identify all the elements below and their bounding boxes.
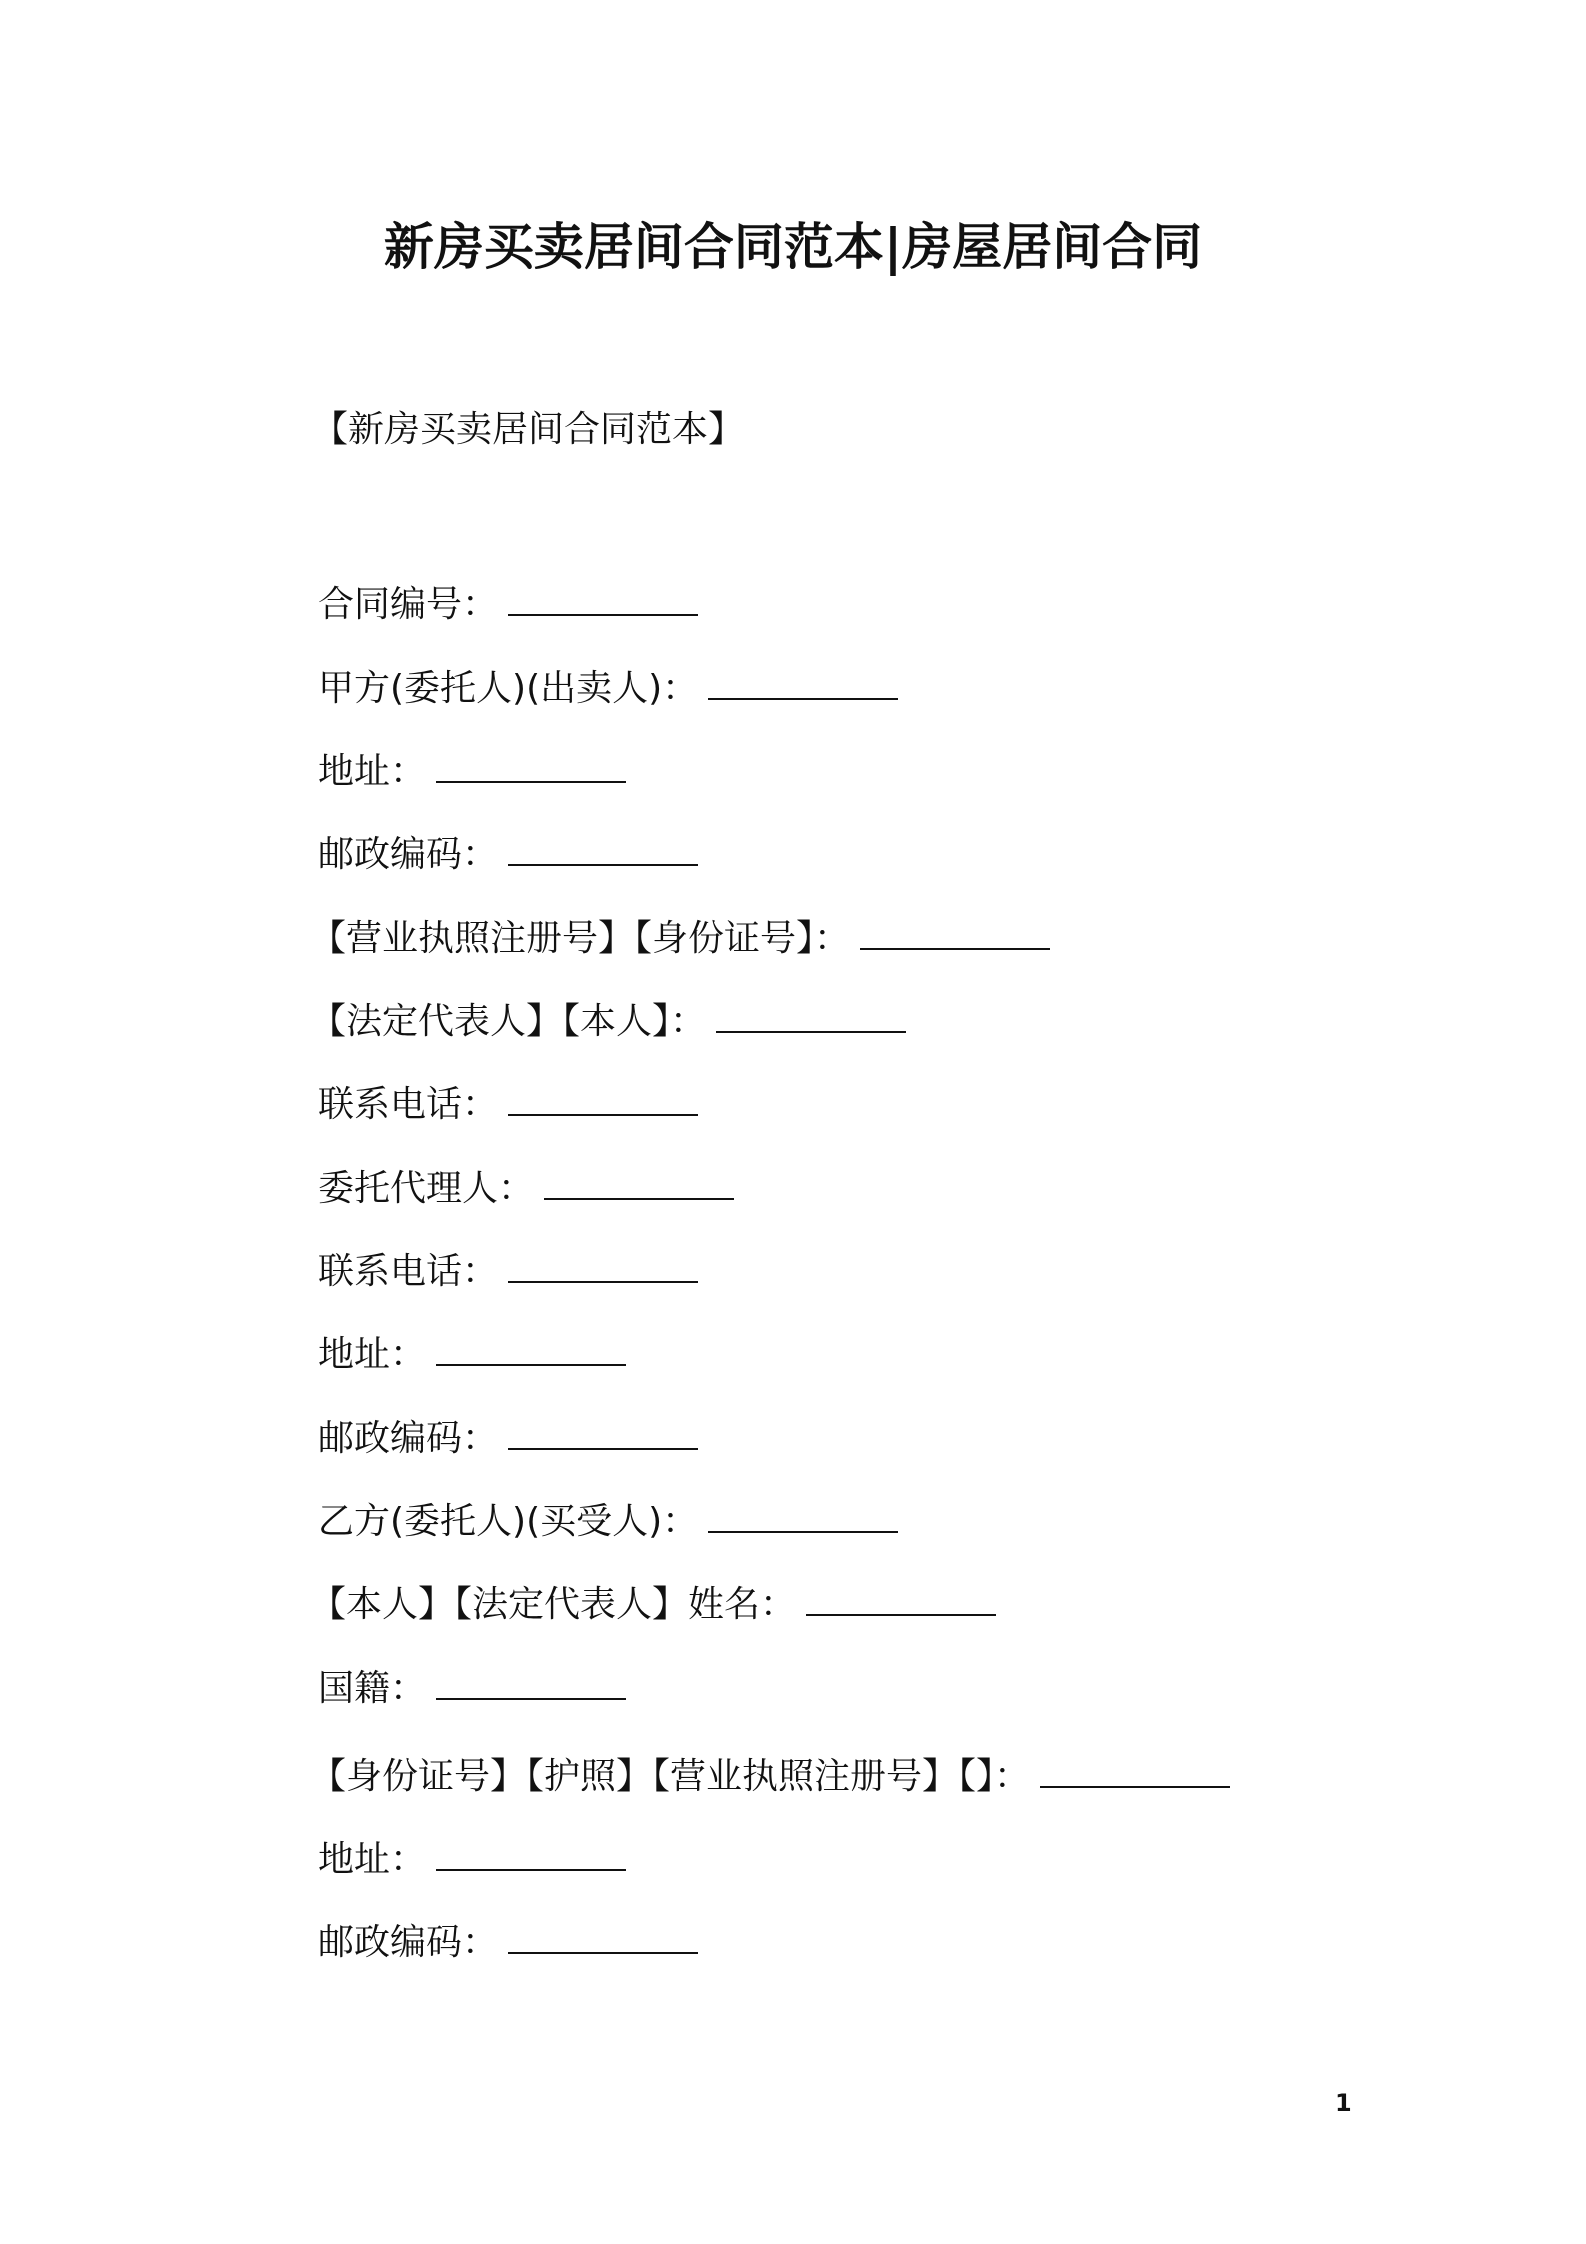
fill-in-blank bbox=[716, 995, 906, 1033]
contract-field-row bbox=[318, 1916, 698, 1968]
field-label: 甲方(委托人)(出卖人)： bbox=[318, 668, 699, 709]
fill-in-blank bbox=[436, 1328, 626, 1366]
field-label: 乙方(委托人)(买受人)： bbox=[318, 1501, 699, 1542]
field-label: 【身份证号】【护照】【营业执照注册号】【】： bbox=[310, 1756, 1031, 1797]
contract-field-row bbox=[318, 1078, 698, 1130]
field-label: 【营业执照注册号】【身份证号】： bbox=[310, 918, 851, 959]
fill-in-blank bbox=[436, 1662, 626, 1700]
field-label: 邮政编码： bbox=[318, 834, 499, 875]
fill-in-blank bbox=[508, 828, 698, 866]
fill-in-blank bbox=[508, 578, 698, 616]
field-label: 合同编号： bbox=[318, 584, 499, 625]
field-label: 【法定代表人】【本人】： bbox=[310, 1001, 707, 1042]
field-label: 【本人】【法定代表人】姓名： bbox=[310, 1584, 797, 1625]
field-label: 联系电话： bbox=[318, 1084, 499, 1125]
fill-in-blank bbox=[436, 1833, 626, 1871]
fill-in-blank bbox=[806, 1578, 996, 1616]
fill-in-blank bbox=[708, 1495, 898, 1533]
fill-in-blank bbox=[508, 1245, 698, 1283]
page-number: 1 bbox=[1335, 2089, 1352, 2117]
fill-in-blank bbox=[1040, 1750, 1230, 1788]
contract-field-row bbox=[318, 1245, 698, 1297]
contract-field-row bbox=[318, 828, 698, 880]
field-label: 邮政编码： bbox=[318, 1418, 499, 1459]
field-label: 地址： bbox=[318, 751, 427, 792]
field-label: 委托代理人： bbox=[318, 1168, 535, 1209]
field-label: 地址： bbox=[318, 1839, 427, 1880]
field-label: 国籍： bbox=[318, 1668, 427, 1709]
contract-field-row bbox=[318, 745, 626, 797]
fill-in-blank bbox=[544, 1162, 734, 1200]
contract-field-row bbox=[318, 1162, 734, 1214]
fill-in-blank bbox=[708, 662, 898, 700]
contract-field-row bbox=[310, 912, 1050, 964]
contract-field-row bbox=[318, 662, 898, 714]
contract-field-row bbox=[318, 1833, 626, 1885]
contract-field-row bbox=[318, 1662, 626, 1714]
contract-field-row bbox=[310, 1750, 1230, 1802]
field-label: 地址： bbox=[318, 1334, 427, 1375]
fill-in-blank bbox=[508, 1916, 698, 1954]
contract-field-row bbox=[310, 1578, 996, 1630]
fill-in-blank bbox=[436, 745, 626, 783]
fill-in-blank bbox=[860, 912, 1050, 950]
contract-field-row bbox=[318, 1495, 898, 1547]
contract-field-row bbox=[318, 1412, 698, 1464]
field-label: 联系电话： bbox=[318, 1251, 499, 1292]
field-label: 邮政编码： bbox=[318, 1922, 499, 1963]
document-title: 新房买卖居间合同范本|房屋居间合同 bbox=[383, 218, 1203, 276]
contract-field-row bbox=[310, 995, 906, 1047]
fill-in-blank bbox=[508, 1412, 698, 1450]
fill-in-blank bbox=[508, 1078, 698, 1116]
contract-field-row bbox=[318, 1328, 626, 1380]
document-subtitle: 【新房买卖居间合同范本】 bbox=[312, 409, 745, 450]
contract-field-row bbox=[318, 578, 698, 630]
